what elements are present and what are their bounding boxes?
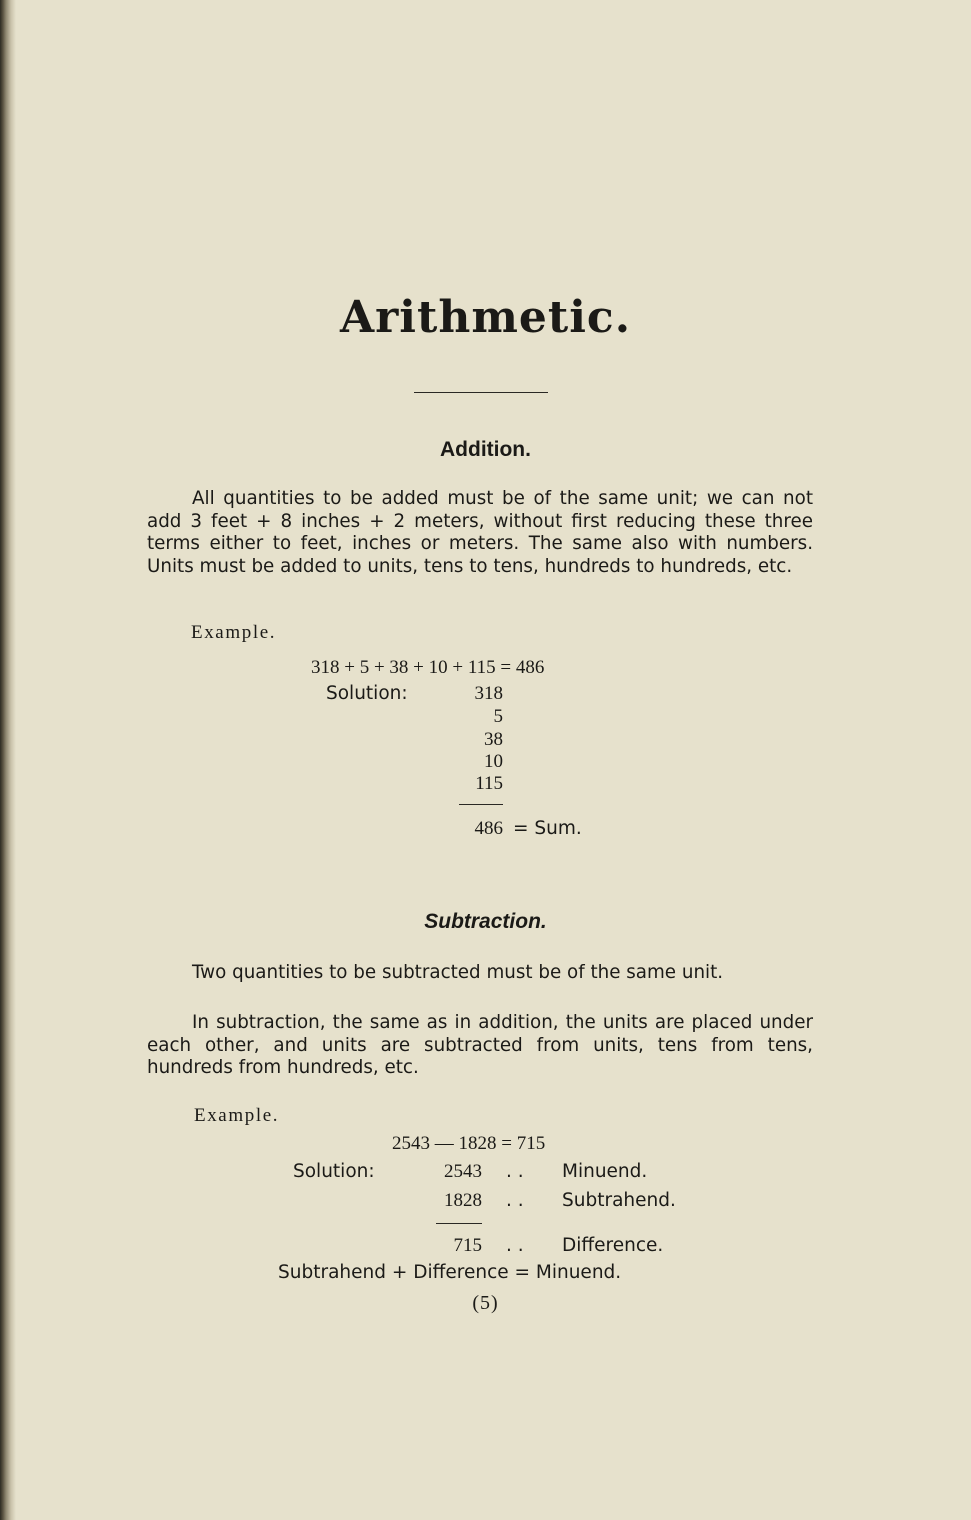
subtraction-solution-label: Solution: xyxy=(293,1161,375,1182)
difference-value: 715 xyxy=(453,1235,482,1256)
subtraction-example-label: Example. xyxy=(194,1105,280,1126)
subtraction-paragraph-2: In subtraction, the same as in addition, the units are placed under each other, and units are subtracted from units, tens from tens, hundreds from hundreds, etc. xyxy=(147,1012,813,1078)
subtrahend-label: Subtrahend. xyxy=(562,1190,676,1211)
sum-label: = Sum. xyxy=(513,818,582,839)
addend-row: 10 xyxy=(484,751,503,772)
addition-heading: Addition. xyxy=(440,438,531,461)
minuend-label: Minuend. xyxy=(562,1161,648,1182)
addend-row: 115 xyxy=(475,773,503,794)
title-rule xyxy=(414,392,548,393)
sum-value: 486 xyxy=(474,818,503,839)
page-number: (5) xyxy=(472,1292,499,1314)
row-dots: . . xyxy=(506,1235,524,1256)
difference-label: Difference. xyxy=(562,1235,664,1256)
addition-paragraph: All quantities to be added must be of the same unit; we can not add 3 feet + 8 inches + 2 meters, without first reducing these three terms either to feet, inches or meters. The same also with numbers. Units must be added to units, tens to tens, hundreds to hundreds, etc. xyxy=(147,488,813,577)
row-dots: . . xyxy=(506,1161,524,1182)
addition-solution-label: Solution: xyxy=(326,683,408,704)
difference-rule xyxy=(436,1223,482,1224)
addition-equation: 318 + 5 + 38 + 10 + 115 = 486 xyxy=(311,657,545,678)
subtraction-heading: Subtraction. xyxy=(424,910,547,933)
addition-example-label: Example. xyxy=(191,622,277,643)
subtraction-rule: Subtrahend + Difference = Minuend. xyxy=(278,1262,622,1283)
sum-rule xyxy=(459,804,503,805)
addend-row: 5 xyxy=(493,706,503,727)
addend-row: 38 xyxy=(484,729,503,750)
subtraction-paragraph-1: Two quantities to be subtracted must be of the same unit. xyxy=(192,962,724,983)
minuend-value: 2543 xyxy=(444,1161,482,1182)
subtrahend-value: 1828 xyxy=(444,1190,482,1211)
page-title: Arithmetic. xyxy=(339,292,632,343)
row-dots: . . xyxy=(506,1190,524,1211)
addend-row: 318 xyxy=(474,683,503,704)
subtraction-equation: 2543 — 1828 = 715 xyxy=(392,1133,546,1154)
